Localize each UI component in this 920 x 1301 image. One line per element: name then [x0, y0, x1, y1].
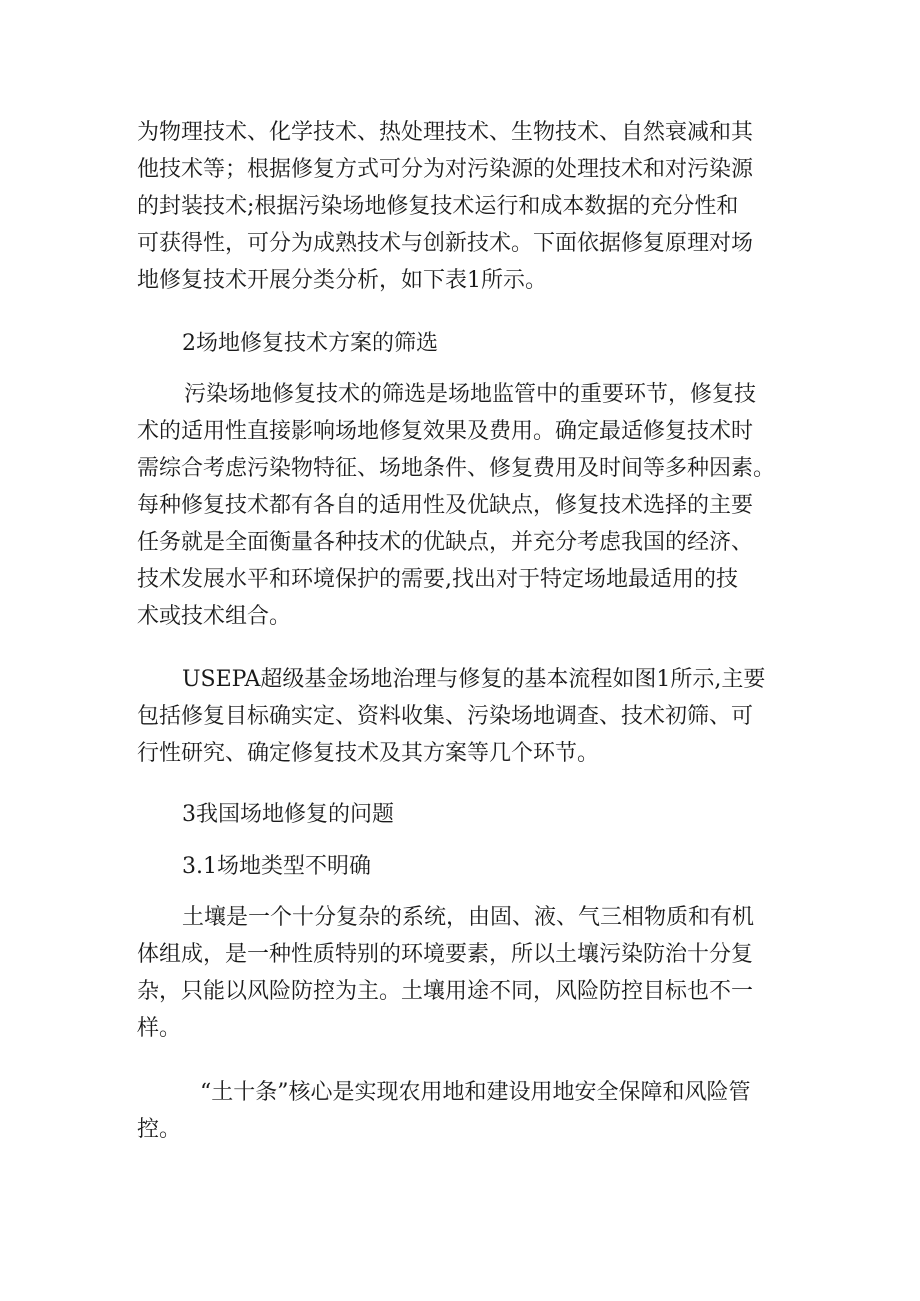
- paragraph-line: 污染场地修复技术的筛选是场地监管中的重要环节，修复技: [184, 382, 757, 407]
- paragraph-line: 为物理技术、化学技术、热处理技术、生物技术、自然衰减和其: [137, 120, 754, 145]
- paragraph-line: 可获得性，可分为成熟技术与创新技术。下面依据修复原理对场: [137, 231, 754, 256]
- paragraph-line: 行性研究、确定修复技术及其方案等几个环节。: [137, 741, 600, 766]
- paragraph-line: USEPA超级基金场地治理与修复的基本流程如图1所示,主要: [182, 667, 766, 692]
- paragraph-line: 需综合考虑污染物特征、场地条件、修复费用及时间等多种因素。: [137, 456, 776, 481]
- subsection-heading: 3.1场地类型不明确: [182, 854, 371, 879]
- section-heading: 2场地修复技术方案的筛选: [182, 331, 438, 356]
- paragraph-line: 样。: [137, 1016, 182, 1041]
- section-heading: 3我国场地修复的问题: [182, 802, 394, 827]
- paragraph-line: 技术发展水平和环境保护的需要,找出对于特定场地最适用的技: [137, 567, 738, 592]
- paragraph-line: 他技术等；根据修复方式可分为对污染源的处理技术和对污染源: [137, 157, 754, 182]
- paragraph-line: 体组成，是一种性质特别的环境要素，所以土壤污染防治十分复: [137, 942, 754, 967]
- paragraph-line: 杂，只能以风险防控为主。土壤用途不同，风险防控目标也不一: [137, 979, 754, 1004]
- paragraph-line: 的封装技术;根据污染场地修复技术运行和成本数据的充分性和: [137, 194, 739, 219]
- paragraph-line: 土壤是一个十分复杂的系统，由固、液、气三相物质和有机: [182, 905, 755, 930]
- paragraph-line: 每种修复技术都有各自的适用性及优缺点，修复技术选择的主要: [137, 493, 754, 518]
- paragraph-line: 任务就是全面衡量各种技术的优缺点，并充分考虑我国的经济、: [137, 530, 754, 555]
- paragraph-line: 包括修复目标确实定、资料收集、污染场地调查、技术初筛、可: [137, 704, 754, 729]
- paragraph-line: 术的适用性直接影响场地修复效果及费用。确定最适修复技术时: [137, 419, 754, 444]
- paragraph-line: 地修复技术开展分类分析，如下表1所示。: [137, 268, 547, 293]
- paragraph-line: 术或技术组合。: [137, 604, 292, 629]
- paragraph-line: “土十条”核心是实现农用地和建设用地安全保障和风险管: [200, 1080, 751, 1105]
- paragraph-line: 控。: [137, 1117, 182, 1142]
